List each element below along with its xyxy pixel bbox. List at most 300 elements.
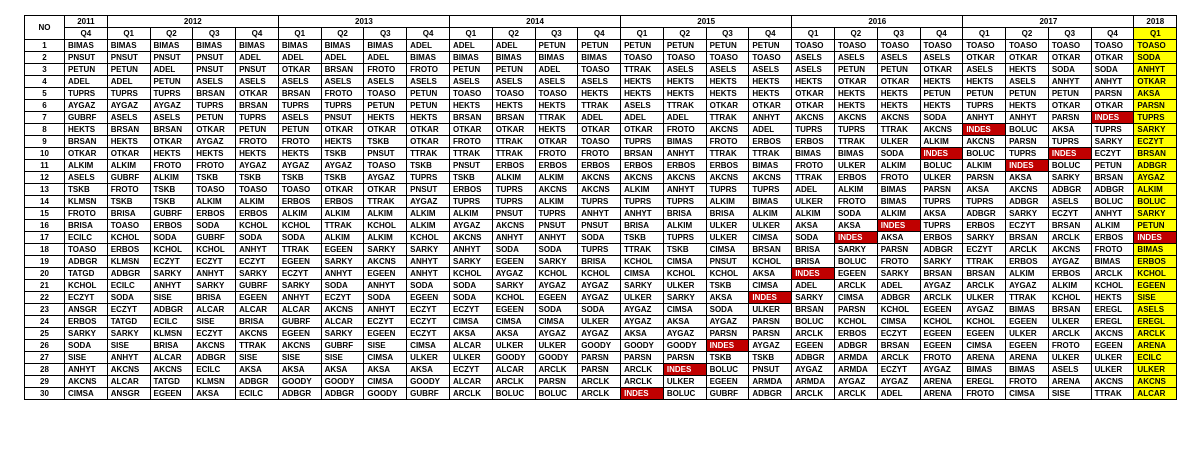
ticker-cell: ALKIM (792, 208, 835, 220)
ticker-cell: GOODY (407, 376, 450, 388)
ticker-cell: ASELS (578, 76, 621, 88)
ticker-cell: BRISA (792, 244, 835, 256)
ticker-cell: KCHOL (834, 316, 877, 328)
ticker-cell: HEKTS (193, 148, 236, 160)
ticker-cell: KCHOL (1091, 280, 1134, 292)
ticker-cell: ASELS (236, 76, 279, 88)
ticker-cell: AKCNS (792, 112, 835, 124)
ticker-cell: ARCLK (834, 388, 877, 400)
ticker-cell: PARSN (706, 328, 749, 340)
ticker-cell: SISE (193, 316, 236, 328)
ticker-cell: ADBGR (150, 304, 193, 316)
ticker-cell: TSKB (107, 196, 150, 208)
ticker-cell: FROTO (150, 160, 193, 172)
ticker-cell: KCHOL (65, 280, 108, 292)
ticker-cell: PETUN (1006, 88, 1049, 100)
ticker-cell: ANHYT (278, 292, 321, 304)
ticker-cell: ALKIM (107, 160, 150, 172)
row-number: 19 (25, 256, 65, 268)
ticker-cell: AYGAZ (193, 136, 236, 148)
ticker-cell: ASELS (65, 172, 108, 184)
ticker-cell: ULKER (1134, 364, 1177, 376)
ticker-cell: BRSAN (1091, 172, 1134, 184)
ticker-cell: ERBOS (792, 136, 835, 148)
ticker-cell: BIMAS (535, 52, 578, 64)
ticker-cell: KCHOL (621, 256, 664, 268)
year-header: 2012 (107, 16, 278, 28)
ticker-cell: OTKAR (1048, 52, 1091, 64)
ticker-cell: ANHYT (407, 268, 450, 280)
ticker-cell: INDES (1006, 160, 1049, 172)
ticker-cell: TUPRS (321, 100, 364, 112)
ticker-cell: ASELS (963, 64, 1006, 76)
ticker-cell: OTKAR (107, 148, 150, 160)
ticker-cell: ARCLK (1048, 232, 1091, 244)
ticker-cell: ANHYT (1134, 64, 1177, 76)
ticker-cell: ADBGR (1006, 196, 1049, 208)
ticker-cell: ADBGR (65, 256, 108, 268)
ticker-cell: SARKY (236, 268, 279, 280)
ticker-cell: BRSAN (1048, 304, 1091, 316)
ranking-table-container (24, 15, 1177, 400)
ticker-cell: BIMAS (193, 40, 236, 52)
ticker-cell: AKCNS (535, 184, 578, 196)
ticker-cell: OTKAR (321, 184, 364, 196)
ticker-cell: AYGAZ (578, 280, 621, 292)
ticker-cell: SARKY (963, 232, 1006, 244)
ticker-cell: EGEEN (706, 376, 749, 388)
ticker-cell: TUPRS (663, 232, 706, 244)
ticker-cell: AKSA (621, 328, 664, 340)
ticker-cell: TSKB (193, 172, 236, 184)
ticker-cell: ADBGR (193, 352, 236, 364)
ticker-cell: PARSN (535, 376, 578, 388)
ticker-cell: ECZYT (1006, 220, 1049, 232)
ticker-cell: PNSUT (749, 364, 792, 376)
ticker-cell: AKCNS (150, 364, 193, 376)
ticker-cell: ERBOS (449, 184, 492, 196)
table-row (25, 40, 1177, 52)
ticker-cell: INDES (749, 292, 792, 304)
ticker-cell: ANHYT (321, 268, 364, 280)
quarter-header: Q3 (364, 28, 407, 40)
ticker-cell: SISE (1048, 388, 1091, 400)
ticker-cell: SARKY (492, 280, 535, 292)
ticker-cell: ALKIM (150, 172, 193, 184)
ticker-cell: SODA (107, 292, 150, 304)
ticker-cell: EGEEN (278, 256, 321, 268)
ticker-cell: FROTO (193, 160, 236, 172)
table-row (25, 376, 1177, 388)
ticker-cell: SARKY (193, 280, 236, 292)
ticker-cell: AKCNS (1048, 244, 1091, 256)
ticker-cell: ECZYT (1134, 136, 1177, 148)
ticker-cell: ADEL (107, 76, 150, 88)
table-row (25, 172, 1177, 184)
quarter-header-row (25, 28, 1177, 40)
ticker-cell: GUBRF (236, 280, 279, 292)
ticker-cell: OTKAR (1006, 52, 1049, 64)
ticker-cell: TOASO (1006, 40, 1049, 52)
ticker-cell: CIMSA (749, 280, 792, 292)
ticker-cell: ADBGR (1091, 184, 1134, 196)
ticker-cell: BIMAS (663, 136, 706, 148)
ticker-cell: ANHYT (236, 244, 279, 256)
year-header-row (25, 16, 1177, 28)
ticker-cell: FROTO (321, 88, 364, 100)
ticker-cell: AYGAZ (920, 364, 963, 376)
ticker-cell: GOODY (663, 340, 706, 352)
ticker-cell: FROTO (236, 136, 279, 148)
ticker-cell: ECZYT (449, 364, 492, 376)
ticker-cell: TOASO (963, 40, 1006, 52)
ticker-cell: HEKTS (65, 124, 108, 136)
ticker-cell: AYGAZ (364, 172, 407, 184)
ticker-cell: ANSGR (65, 304, 108, 316)
table-row (25, 364, 1177, 376)
ticker-cell: ASELS (792, 64, 835, 76)
ticker-cell: TTRAK (963, 256, 1006, 268)
ticker-cell: ALKIM (706, 196, 749, 208)
ticker-cell: ALKIM (193, 196, 236, 208)
ticker-cell: AKCNS (1006, 184, 1049, 196)
ticker-cell: TOASO (535, 88, 578, 100)
ticker-cell: OTKAR (920, 64, 963, 76)
ticker-cell: SODA (449, 280, 492, 292)
ticker-cell: TTRAK (364, 196, 407, 208)
ticker-cell: SARKY (1134, 124, 1177, 136)
ticker-cell: HEKTS (236, 148, 279, 160)
ticker-cell: INDES (792, 268, 835, 280)
ticker-cell: BRSAN (920, 268, 963, 280)
ticker-cell: ULKER (1091, 364, 1134, 376)
ticker-cell: KCHOL (706, 268, 749, 280)
ticker-cell: TOASO (749, 52, 792, 64)
ticker-cell: ECZYT (321, 292, 364, 304)
ticker-cell: ECILC (107, 280, 150, 292)
ticker-cell: SARKY (621, 280, 664, 292)
table-row (25, 352, 1177, 364)
ticker-cell: FROTO (65, 208, 108, 220)
ticker-cell: EREGL (1091, 316, 1134, 328)
ticker-cell: OTKAR (706, 100, 749, 112)
ticker-cell: TUPRS (792, 124, 835, 136)
ticker-cell: ECZYT (877, 328, 920, 340)
ticker-cell: ADEL (663, 112, 706, 124)
ticker-cell: PETUN (963, 88, 1006, 100)
ticker-cell: TUPRS (1048, 136, 1091, 148)
table-row (25, 316, 1177, 328)
ticker-cell: HEKTS (407, 112, 450, 124)
ticker-cell: TUPRS (920, 196, 963, 208)
ticker-cell: ASELS (449, 76, 492, 88)
ticker-cell: AYGAZ (834, 376, 877, 388)
ticker-cell: PETUN (278, 124, 321, 136)
ticker-cell: TSKB (663, 244, 706, 256)
ticker-cell: ULKER (1048, 316, 1091, 328)
ticker-cell: AYGAZ (749, 340, 792, 352)
ticker-cell: GUBRF (107, 172, 150, 184)
ticker-cell: BOLUC (1006, 124, 1049, 136)
ticker-cell: KLMSN (107, 256, 150, 268)
ticker-cell: AYGAZ (706, 316, 749, 328)
ticker-cell: ARMDA (792, 376, 835, 388)
ticker-cell: ECZYT (150, 256, 193, 268)
ticker-cell: FROTO (1006, 376, 1049, 388)
ticker-cell: TSKB (706, 352, 749, 364)
ticker-cell: OTKAR (792, 88, 835, 100)
ticker-cell: ADBGR (1134, 160, 1177, 172)
ticker-cell: ALKIM (364, 232, 407, 244)
ticker-cell: FROTO (920, 352, 963, 364)
ticker-cell: CIMSA (65, 388, 108, 400)
ticker-cell: HEKTS (706, 88, 749, 100)
row-number: 13 (25, 184, 65, 196)
ticker-cell: ECZYT (278, 268, 321, 280)
ticker-cell: BIMAS (407, 52, 450, 64)
ticker-cell: TUPRS (963, 196, 1006, 208)
ticker-cell: ULKER (706, 220, 749, 232)
ticker-cell: BRSAN (792, 304, 835, 316)
ticker-cell: TUPRS (236, 112, 279, 124)
ticker-cell: AKCNS (834, 112, 877, 124)
ticker-cell: ECZYT (1048, 208, 1091, 220)
ticker-cell: AKSA (877, 232, 920, 244)
ticker-cell: PNSUT (236, 64, 279, 76)
ticker-cell: OTKAR (1091, 100, 1134, 112)
ticker-cell: PARSN (963, 172, 1006, 184)
ticker-cell: TSKB (321, 148, 364, 160)
ticker-cell: TUPRS (1091, 124, 1134, 136)
ticker-cell: AYGAZ (107, 100, 150, 112)
ticker-cell: ANHYT (364, 304, 407, 316)
ticker-cell: CIMSA (535, 316, 578, 328)
ticker-cell: OTKAR (792, 100, 835, 112)
ticker-cell: PNSUT (193, 64, 236, 76)
ticker-cell: HEKTS (963, 76, 1006, 88)
ticker-cell: BIMAS (877, 196, 920, 208)
ticker-cell: ERBOS (321, 196, 364, 208)
ticker-cell: HEKTS (920, 76, 963, 88)
ticker-cell: AKSA (236, 364, 279, 376)
ticker-cell: AYGAZ (663, 328, 706, 340)
ticker-cell: ARCLK (449, 388, 492, 400)
ticker-cell: ULKER (663, 280, 706, 292)
ticker-cell: AYGAZ (150, 100, 193, 112)
ticker-cell: AKSA (449, 328, 492, 340)
row-number: 3 (25, 64, 65, 76)
row-number: 22 (25, 292, 65, 304)
ticker-cell: TTRAK (706, 148, 749, 160)
ticker-cell: BIMAS (578, 52, 621, 64)
ticker-cell: AYGAZ (963, 304, 1006, 316)
ticker-cell: PETUN (407, 100, 450, 112)
ticker-cell: ANHYT (65, 364, 108, 376)
ticker-cell: ANHYT (364, 280, 407, 292)
ticker-cell: ECZYT (364, 316, 407, 328)
ticker-cell: BIMAS (321, 40, 364, 52)
ticker-cell: CIMSA (877, 316, 920, 328)
ticker-cell: TOASO (364, 88, 407, 100)
ticker-cell: TUPRS (449, 196, 492, 208)
ticker-cell: TUPRS (749, 184, 792, 196)
ticker-cell: TOASO (278, 184, 321, 196)
ticker-cell: FROTO (278, 136, 321, 148)
ticker-cell: BIMAS (1006, 304, 1049, 316)
ticker-cell: ERBOS (278, 196, 321, 208)
ticker-cell: AKCNS (1134, 376, 1177, 388)
ticker-cell: TUPRS (1006, 148, 1049, 160)
ticker-cell: TOASO (621, 52, 664, 64)
ticker-cell: ADBGR (1048, 184, 1091, 196)
ticker-cell: ALKIM (877, 160, 920, 172)
ticker-cell: TOASO (1048, 40, 1091, 52)
ticker-cell: PETUN (535, 40, 578, 52)
ticker-cell: ARCLK (834, 280, 877, 292)
row-number: 12 (25, 172, 65, 184)
ticker-cell: HEKTS (449, 100, 492, 112)
ticker-cell: ADEL (150, 64, 193, 76)
ticker-cell: TUPRS (621, 136, 664, 148)
ticker-cell: SODA (1091, 64, 1134, 76)
ticker-cell: ANHYT (1006, 112, 1049, 124)
ticker-cell: BRISA (193, 292, 236, 304)
quarter-header: Q1 (1134, 28, 1177, 40)
ticker-cell: KCHOL (578, 268, 621, 280)
ticker-cell: SODA (1134, 52, 1177, 64)
year-header: 2011 (65, 16, 108, 28)
ticker-cell: TOASO (663, 52, 706, 64)
ticker-cell: ARMDA (749, 376, 792, 388)
ticker-cell: FROTO (449, 136, 492, 148)
ticker-cell: TTRAK (1091, 388, 1134, 400)
quarter-header: Q2 (834, 28, 877, 40)
ticker-cell: AKSA (492, 328, 535, 340)
ticker-cell: HEKTS (621, 88, 664, 100)
ticker-cell: ALCAR (193, 304, 236, 316)
table-row (25, 148, 1177, 160)
ticker-cell: PNSUT (107, 52, 150, 64)
ticker-cell: PETUN (1134, 220, 1177, 232)
year-header: 2016 (792, 16, 963, 28)
ticker-cell: OTKAR (749, 100, 792, 112)
ticker-cell: ALKIM (1048, 280, 1091, 292)
ticker-cell: KCHOL (535, 268, 578, 280)
ticker-cell: AKCNS (321, 304, 364, 316)
ticker-cell: BIMAS (749, 160, 792, 172)
ticker-cell: TSKB (150, 196, 193, 208)
ticker-cell: KCHOL (920, 316, 963, 328)
ticker-cell: OTKAR (535, 136, 578, 148)
ticker-cell: SODA (877, 148, 920, 160)
ticker-cell: PETUN (364, 100, 407, 112)
ticker-cell: ULKER (920, 172, 963, 184)
ticker-cell: GOODY (621, 340, 664, 352)
ticker-cell: SARKY (364, 244, 407, 256)
ticker-cell: TUPRS (578, 244, 621, 256)
ticker-cell: AKSA (193, 388, 236, 400)
ticker-cell: GOODY (578, 340, 621, 352)
ticker-cell: KCHOL (193, 244, 236, 256)
ticker-cell: AYGAZ (236, 160, 279, 172)
ticker-cell: AKSA (1134, 88, 1177, 100)
ticker-cell: ECILC (150, 316, 193, 328)
ticker-cell: AYGAZ (535, 328, 578, 340)
ticker-cell: ECZYT (407, 316, 450, 328)
row-number: 23 (25, 304, 65, 316)
table-row (25, 64, 1177, 76)
quarter-header: Q3 (877, 28, 920, 40)
ticker-cell: AYGAZ (1134, 172, 1177, 184)
ticker-cell: HEKTS (877, 100, 920, 112)
ticker-cell: PNSUT (492, 208, 535, 220)
ticker-cell: TOASO (877, 40, 920, 52)
ticker-cell: TOASO (578, 64, 621, 76)
quarter-header: Q3 (706, 28, 749, 40)
row-number: 6 (25, 100, 65, 112)
ticker-cell: ADEL (492, 40, 535, 52)
ticker-cell: ULKER (1048, 352, 1091, 364)
ticker-cell: FROTO (663, 124, 706, 136)
ticker-cell: ALCAR (449, 340, 492, 352)
ticker-cell: EGEEN (150, 388, 193, 400)
ticker-cell: KLMSN (150, 328, 193, 340)
ticker-cell: ADEL (749, 124, 792, 136)
ticker-cell: INDES (663, 364, 706, 376)
row-number: 9 (25, 136, 65, 148)
ticker-cell: TTRAK (877, 124, 920, 136)
ticker-cell: SODA (321, 280, 364, 292)
ticker-cell: AKCNS (578, 184, 621, 196)
ticker-cell: AKCNS (1091, 328, 1134, 340)
ticker-cell: ARENA (1006, 352, 1049, 364)
ticker-cell: PARSN (1048, 112, 1091, 124)
ticker-cell: ERBOS (1134, 256, 1177, 268)
ticker-cell: ASELS (364, 76, 407, 88)
ticker-cell: BIMAS (278, 40, 321, 52)
ticker-cell: TTRAK (278, 244, 321, 256)
ticker-cell: TTRAK (706, 112, 749, 124)
ticker-cell: AYGAZ (877, 376, 920, 388)
ticker-cell: CIMSA (621, 268, 664, 280)
ticker-cell: FROTO (1091, 244, 1134, 256)
ticker-cell: TUPRS (193, 100, 236, 112)
ticker-cell: ADBGR (877, 292, 920, 304)
ticker-cell: SODA (834, 208, 877, 220)
ticker-cell: ASELS (1006, 76, 1049, 88)
ticker-cell: ERBOS (150, 220, 193, 232)
ticker-cell: AYGAZ (920, 280, 963, 292)
ticker-cell: BIMAS (749, 196, 792, 208)
ticker-cell: TSKB (749, 352, 792, 364)
ticker-cell: BIMAS (877, 184, 920, 196)
ticker-cell: GUBRF (278, 316, 321, 328)
ticker-cell: GUBRF (193, 232, 236, 244)
ticker-cell: AKSA (706, 292, 749, 304)
ticker-cell: ASELS (920, 52, 963, 64)
ticker-cell: TOASO (107, 220, 150, 232)
ticker-cell: BRSAN (492, 112, 535, 124)
ticker-cell: AKCNS (621, 172, 664, 184)
ticker-cell: ALKIM (535, 172, 578, 184)
row-number: 17 (25, 232, 65, 244)
ticker-cell: AKCNS (193, 340, 236, 352)
ticker-cell: EGEEN (792, 340, 835, 352)
ticker-cell: SODA (535, 244, 578, 256)
ticker-cell: OTKAR (834, 76, 877, 88)
ticker-cell: BIMAS (107, 40, 150, 52)
ticker-cell: GUBRF (407, 388, 450, 400)
